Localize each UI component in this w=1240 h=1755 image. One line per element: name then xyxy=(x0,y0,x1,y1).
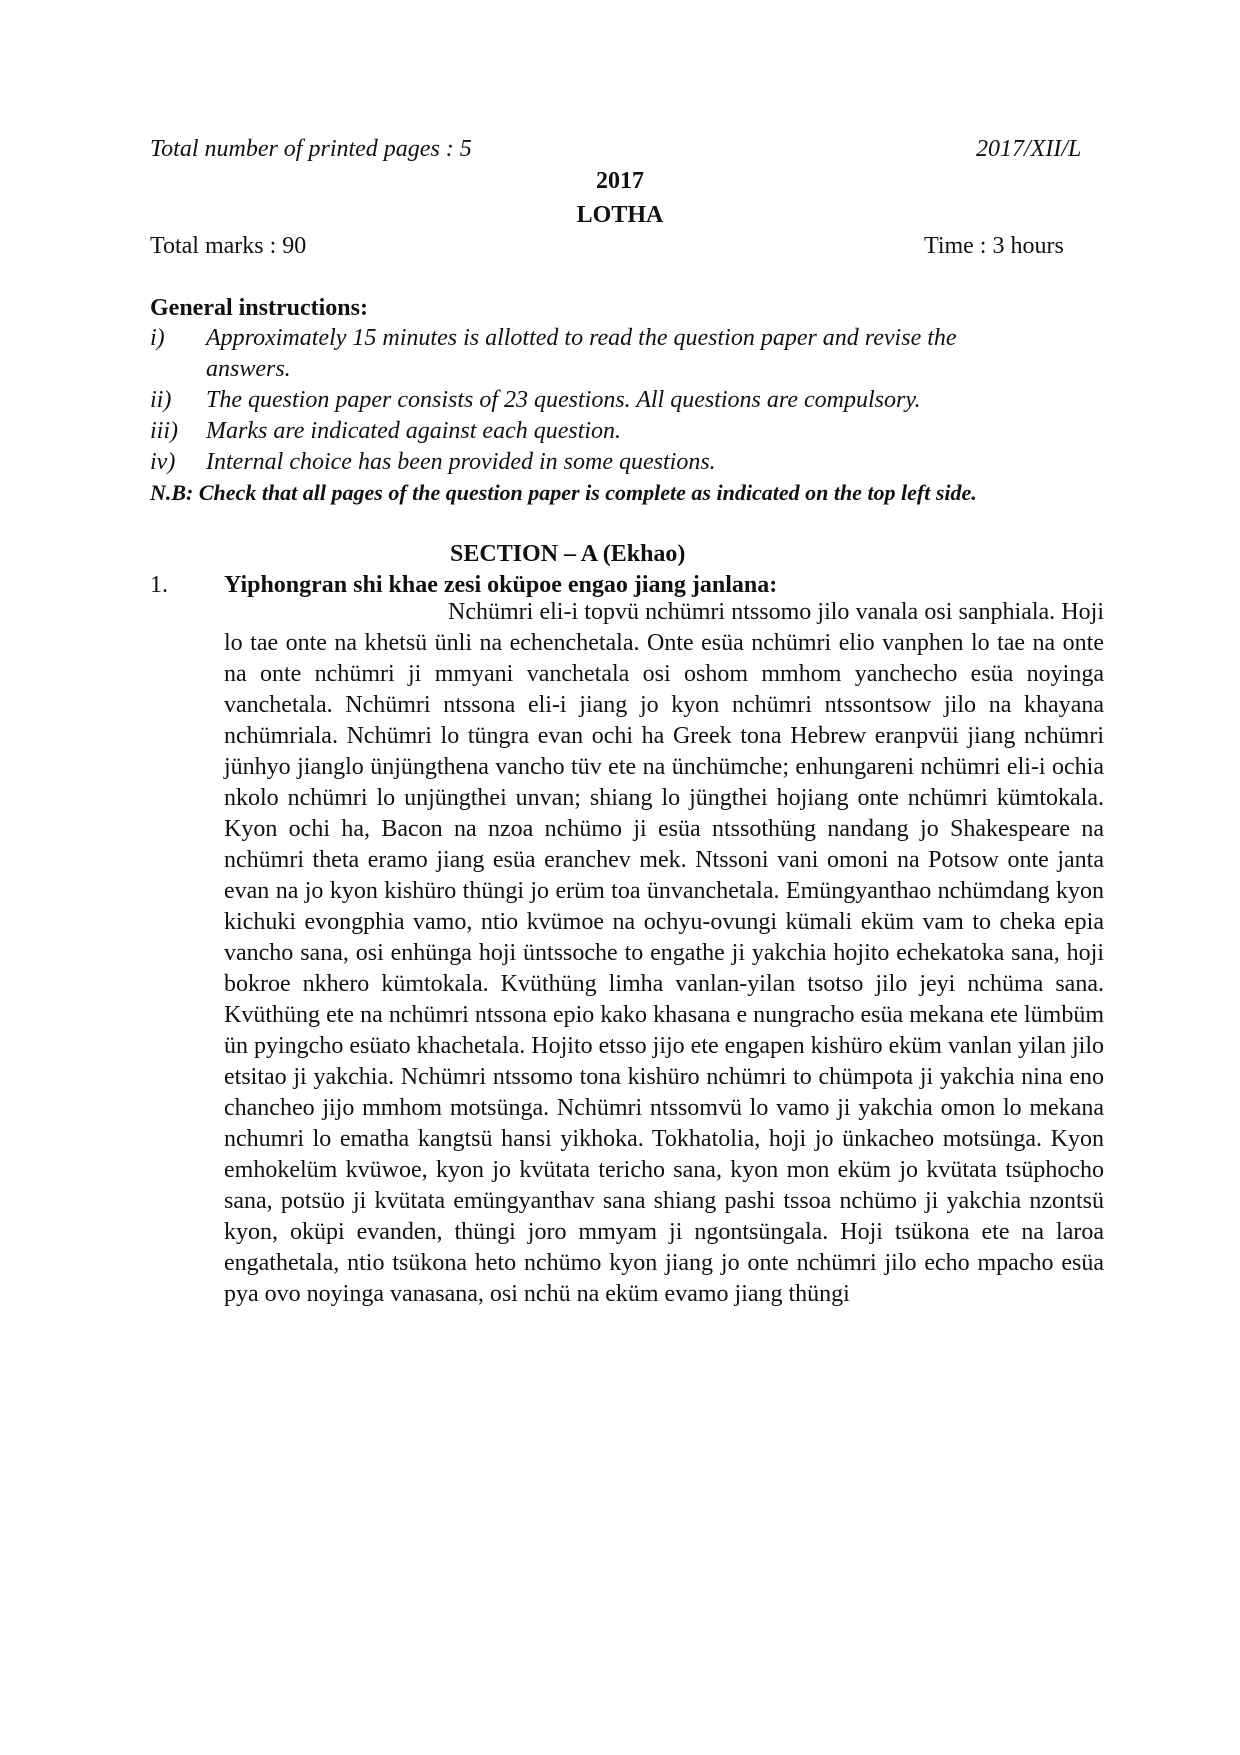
question-prompt: Yiphongran shi khae zesi oküpoe engao jiang janlana: xyxy=(224,572,778,598)
instruction-number: iv) xyxy=(150,449,176,475)
instruction-item xyxy=(150,325,957,352)
instruction-text: answers. xyxy=(206,356,291,382)
total-marks: Total marks : 90 xyxy=(150,233,307,259)
passage-text: Nchümri eli-i topvü nchümri ntssomo jilo vanala osi sanphiala. Hoji lo tae onte na khetsü ünli na echenchetala. Onte esüa nchümri elio vanphen lo tae na onte na onte nchümri ji mmyani vanchetala osi oshom mmhom yanchecho esüa noyinga vanchetala. Nchümri ntssona eli-i jiang jo kyon nchümri ntssontsow jilo na khayana nchümriala. Nchümri lo tüngra evan ochi ha Greek tona Hebrew eranpvüi jiang nchümri jünhyo jianglo ünjüngthena vancho tüv ete na ünchümche; enhungareni nchümri eli-i ochia nkolo nchümri lo unjüngthei unvan; shiang lo jüngthei hojiang onte nchümri kümtokala. Kyon ochi ha, Bacon na nzoa nchümo ji esüa ntssothüng nandang jo Shakespeare na nchümri theta eramo jiang esüa eranchev mek. Ntssoni vani omoni na Potsow onte janta evan na jo kyon kishüro thüngi jo erüm toa ünvanchetala. Emüngyanthao nchümdang kyon kichuki evongphia vamo, ntio kvümoe na ochyu-ovungi kümali eküm vam to cheka epia vancho sana, osi enhünga hoji üntssoche to engathe ji yakchia hojito echekatoka sana, hoji bokroe nkhero kümtokala. Kvüthüng limha vanlan-yilan tsotso jilo jeyi nchüma sana. Kvüthüng ete na nchümri ntssona epio kako khasana e nungracho esüa mekana ete lümbüm ün pyingcho esüato khachetala. Hojito etsso jijo ete engapen kishüro eküm vanlan yilan jilo etsitao ji yakchia. Nchümri ntssomo tona kishüro nchümri to chümpota ji yakchia nina eno chancheo jijo mmhom motsünga. Nchümri ntssomvü lo vamo ji yakchia omon lo mekana nchumri lo ematha kangtsü hansi yikhoka. Tokhatolia, hoji jo ünkacheo motsünga. Kyon emhokelüm kvüwoe, kyon jo kvütata tericho sana, kyon mon eküm jo kvütata tsüphocho sana, potsüo ji kvütata emüngyanthav sana shiang pashi tssoa nchümo ji yakchia nzontsü kyon, oküpi evanden, thüngi joro mmyam ji ngontsüngala. Hoji tsükona ete na laroa engathetala, ntio tsükona heto nchümo kyon jiang jo onte nchümri jilo echo mpacho esüa pya ovo noyinga vanasana, osi nchü na eküm evamo jiang thüngi xyxy=(224,599,1104,1307)
instruction-item xyxy=(150,418,621,445)
instruction-number: i) xyxy=(150,325,165,351)
instruction-item xyxy=(150,356,291,383)
printed-pages-note: Total number of printed pages : 5 xyxy=(150,136,472,162)
instruction-number: iii) xyxy=(150,418,178,444)
nb-note: N.B: Check that all pages of the question paper is complete as indicated on the top left side. xyxy=(150,480,977,505)
question-number: 1. xyxy=(150,572,168,598)
instruction-number: ii) xyxy=(150,387,172,413)
instruction-text: Approximately 15 minutes is allotted to read the question paper and revise the xyxy=(206,325,957,351)
reading-passage xyxy=(224,597,1104,1310)
paper-code: 2017/XII/L xyxy=(976,136,1082,162)
exam-year: 2017 xyxy=(596,168,644,194)
instruction-text: The question paper consists of 23 questions. All questions are compulsory. xyxy=(206,387,921,413)
instructions-heading: General instructions: xyxy=(150,295,368,321)
instruction-text: Marks are indicated against each question. xyxy=(206,418,622,444)
instruction-item xyxy=(150,387,921,414)
instruction-text: Internal choice has been provided in some questions. xyxy=(206,449,716,475)
subject-title: LOTHA xyxy=(576,202,664,228)
section-title: SECTION – A (Ekhao) xyxy=(450,541,686,567)
time-allowed: Time : 3 hours xyxy=(924,233,1064,259)
instruction-item xyxy=(150,449,716,476)
